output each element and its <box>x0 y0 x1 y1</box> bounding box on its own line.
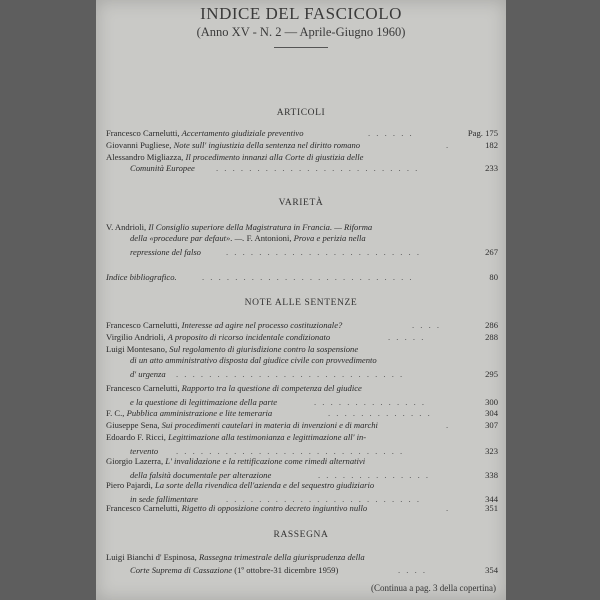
entry-author: Giorgio Lazerra, <box>106 456 164 466</box>
entry-author: Edoardo F. Ricci, <box>106 432 166 442</box>
entry-title: Indice bibliografico. <box>106 272 177 282</box>
toc-entry: Francesco Carnelutti, Accertamento giudiziale preventivo . . . . . . Pag. 175 <box>106 128 498 138</box>
entry-page: 354 <box>485 565 498 575</box>
entry-page: 344 <box>485 494 498 504</box>
entry-title: Sui procedimenti cautelari in materia di invenzioni e di marchi <box>161 420 378 430</box>
entry-page: 304 <box>485 408 498 418</box>
entry-page: 182 <box>485 140 498 150</box>
entry-page: 351 <box>485 503 498 513</box>
entry-author: Luigi Montesano, <box>106 344 168 354</box>
entry-title: Accertamento giudiziale preventivo <box>181 128 304 138</box>
section-varieta: VARIETÀ <box>278 198 324 208</box>
entry-page: 267 <box>485 247 498 257</box>
entry-page: 80 <box>489 272 498 282</box>
entry-title: Rigetto di opposizione contro decreto ingiuntivo nullo <box>181 503 368 513</box>
entry-author: Giuseppe Sena, <box>106 420 160 430</box>
entry-page: 323 <box>485 446 498 456</box>
entry-author: Francesco Carnelutti, <box>106 128 180 138</box>
entry-page: 286 <box>485 320 498 330</box>
entry-author: F. C., <box>106 408 125 418</box>
continuation-note: (Continua a pag. 3 della copertina) <box>371 583 496 593</box>
toc-entry: F. C., Pubblica amministrazione e lite temeraria . . . . . . . . . . . . . 304 <box>106 408 498 418</box>
toc-entry: Alessandro Migliazza, Il procedimento innanzi alla Corte di giustizia delle Comunità Europee . . . . . . . . . . . . . . . . . . . . . . . . . 233 <box>106 152 498 173</box>
section-articoli: ARTICOLI <box>276 108 326 118</box>
entry-author: V. Andrioli, <box>106 222 147 232</box>
entry-author: Alessandro Migliazza, <box>106 152 184 162</box>
toc-entry: Edoardo F. Ricci, Legittimazione alla testimonianza e legittimazione all' in- tervento . . . . . . . . . . . . . . . . . . . . . . . . . . . . 323 <box>106 432 498 456</box>
entry-page: 233 <box>485 163 498 173</box>
entry-author: Virgilio Andrioli, <box>106 332 166 342</box>
section-rassegna: RASSEGNA <box>273 530 329 540</box>
toc-entry: Piero Pajardi, La sorte della rivendica dell'azienda e del sequestro giudiziario in sede fallimentare . . . . . . . . . . . . . . . . . . . . . . . . 344 <box>106 480 498 504</box>
entry-page: 295 <box>485 369 498 379</box>
entry-page: 288 <box>485 332 498 342</box>
toc-entry: Indice bibliografico. . . . . . . . . . . . . . . . . . . . . . . . . . . 80 <box>106 272 498 282</box>
entry-title: Pubblica amministrazione e lite temeraria <box>126 408 273 418</box>
entry-page: 175 <box>485 128 498 138</box>
toc-entry: Francesco Carnelutti, Interesse ad agire nel processo costituzionale? . . . . 286 <box>106 320 498 330</box>
entry-author: Piero Pajardi, <box>106 480 153 490</box>
entry-author: Francesco Carnelutti, <box>106 383 180 393</box>
entry-author: Francesco Carnelutti, <box>106 320 180 330</box>
title-rule <box>274 47 328 48</box>
entry-author: Francesco Carnelutti, <box>106 503 180 513</box>
entry-page: 307 <box>485 420 498 430</box>
toc-entry: Francesco Carnelutti, Rapporto tra la questione di competenza del giudice e la questione di legittimazione della parte . . . . . . . . . . . . . . 300 <box>106 383 498 407</box>
toc-entry: Giuseppe Sena, Sui procedimenti cautelari in materia di invenzioni e di marchi . 307 <box>106 420 498 430</box>
entry-title-cont: Comunità Europee <box>130 163 195 173</box>
journal-page <box>96 0 506 600</box>
toc-entry: V. Andrioli, Il Consiglio superiore della Magistratura in Francia. — Riforma della «procedure par defaut». —. F. Antonioni, Prova e perizia nella repressione del falso . . . . . . . . . . . . . . . . . . . . . . . . 267 <box>106 222 498 257</box>
entry-title: A proposito di ricorso incidentale condizionato <box>167 332 331 342</box>
entry-page: 300 <box>485 397 498 407</box>
toc-entry: Luigi Bianchi d' Espinosa, Rassegna trimestrale della giurisprudenza della Corte Suprema di Cassazione (1º ottobre-31 dicembre 1959) . . . . 354 <box>106 552 498 575</box>
entry-title: Note sull' ingiustizia della sentenza nel diritto romano <box>173 140 361 150</box>
entry-title: Il procedimento innanzi alla Corte di giustizia delle <box>185 152 364 162</box>
entry-page: 338 <box>485 470 498 480</box>
toc-entry: Luigi Montesano, Sul regolamento di giurisdizione contro la sospensione di un atto amministrativo disposta dal giudice civile con provvedimento d' urgenza . . . . . . . . . . . . . . . . . . . . . . . . . . . . 295 <box>106 344 498 379</box>
entry-title: Interesse ad agire nel processo costituzionale? <box>181 320 343 330</box>
toc-entry: Giovanni Pugliese, Note sull' ingiustizia della sentenza nel diritto romano . 182 <box>106 140 498 150</box>
entry-author: Luigi Bianchi d' Espinosa, <box>106 552 197 562</box>
entry-author: Giovanni Pugliese, <box>106 140 172 150</box>
toc-entry: Giorgio Lazerra, L' invalidazione e la rettificazione come rimedi alternativi della falsità documentale per alterazione . . . . . . . . . . . . . . 338 <box>106 456 498 480</box>
section-note: NOTE ALLE SENTENZE <box>244 298 358 308</box>
page-title: INDICE DEL FASCICOLO <box>200 4 402 23</box>
toc-entry: Francesco Carnelutti, Rigetto di opposizione contro decreto ingiuntivo nullo . 351 <box>106 503 498 513</box>
toc-entry: Virgilio Andrioli, A proposito di ricorso incidentale condizionato . . . . . 288 <box>106 332 498 342</box>
issue-subtitle: (Anno XV - N. 2 — Aprile-Giugno 1960) <box>196 25 406 39</box>
